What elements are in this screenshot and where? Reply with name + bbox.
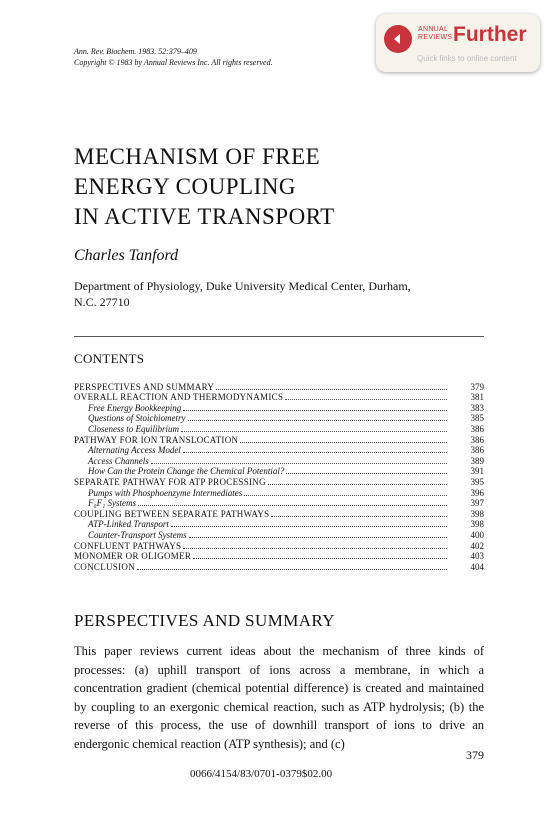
toc-leader-dots	[138, 504, 447, 506]
toc-entry-page: 381	[470, 392, 484, 403]
toc-leader-dots	[189, 536, 447, 538]
toc-entry-label: Access Channels	[88, 455, 149, 466]
toc-entry[interactable]	[74, 423, 484, 434]
toc-entry-page: 397	[470, 498, 484, 509]
divider	[74, 336, 484, 337]
badge-further-text: Further	[453, 23, 527, 46]
toc-entry-label: F₀F₁ Systems	[88, 498, 136, 509]
toc-entry[interactable]	[74, 381, 484, 392]
toc-entry-label: COUPLING BETWEEN SEPARATE PATHWAYS	[74, 508, 270, 519]
toc-entry-page: 385	[470, 413, 484, 424]
toc-entry-page: 402	[470, 540, 484, 551]
contents-heading: CONTENTS	[74, 351, 145, 366]
title-line: IN ACTIVE TRANSPORT	[74, 204, 335, 229]
toc-leader-dots	[183, 451, 447, 453]
toc-leader-dots	[181, 430, 447, 432]
title-line: MECHANISM OF FREE	[74, 144, 321, 169]
toc-leader-dots	[240, 441, 447, 443]
toc-entry[interactable]	[74, 498, 484, 509]
toc-leader-dots	[151, 462, 447, 464]
toc-leader-dots	[216, 388, 447, 390]
toc-entry-label: ATP-Linked Transport	[88, 519, 169, 530]
citation-block	[74, 46, 273, 68]
toc-entry-label: MONOMER OR OLIGOMER	[74, 551, 192, 562]
toc-entry-page: 403	[470, 551, 484, 562]
further-badge[interactable]	[376, 14, 540, 72]
toc-entry-label: Counter-Transport Systems	[88, 529, 187, 540]
play-arrow-icon	[384, 25, 412, 53]
article-title	[74, 142, 335, 232]
toc-leader-dots	[271, 515, 447, 517]
toc-entry[interactable]	[74, 392, 484, 403]
toc-entry[interactable]	[74, 508, 484, 519]
toc-leader-dots	[188, 419, 448, 421]
table-of-contents	[74, 381, 484, 572]
toc-entry-page: 400	[470, 529, 484, 540]
toc-entry-label: OVERALL REACTION AND THERMODYNAMICS	[74, 392, 284, 403]
toc-entry-page: 379	[470, 381, 484, 392]
toc-entry-page: 395	[470, 476, 484, 487]
affiliation-line: Department of Physiology, Duke University Medical Center, Durham,	[74, 279, 411, 293]
toc-entry[interactable]	[74, 413, 484, 424]
toc-entry[interactable]	[74, 519, 484, 530]
toc-entry-page: 389	[470, 455, 484, 466]
toc-leader-dots	[286, 472, 447, 474]
toc-leader-dots	[171, 525, 447, 527]
toc-entry[interactable]	[74, 466, 484, 477]
toc-entry-label: SEPARATE PATHWAY FOR ATP PROCESSING	[74, 476, 266, 487]
toc-leader-dots	[285, 398, 447, 400]
toc-entry[interactable]	[74, 434, 484, 445]
toc-leader-dots	[193, 557, 447, 559]
toc-entry-page: 383	[470, 402, 484, 413]
toc-entry[interactable]	[74, 445, 484, 456]
toc-entry-label: CONFLUENT PATHWAYS	[74, 540, 182, 551]
section-heading: PERSPECTIVES AND SUMMARY	[74, 611, 335, 630]
affiliation	[74, 278, 454, 310]
toc-entry-label: Pumps with Phosphoenzyme Intermediates	[88, 487, 243, 498]
toc-entry-page: 386	[470, 445, 484, 456]
toc-entry-label: CONCLUSION	[74, 561, 136, 572]
body-paragraph: This paper reviews current ideas about the mechanism of three kinds of processes: (a) uphill transport of ions across a membrane, in which a concentration gradient (chemical potential difference) is created and maintained by coupling to an exergonic chemical reaction, such as ATP hydrolysis; (b) the reverse of this process, the use of downhill transport of ions to drive an endergonic chemical reaction (ATP synthesis); and (c)	[74, 644, 484, 751]
toc-entry-page: 404	[470, 561, 484, 572]
toc-leader-dots	[268, 483, 447, 485]
page-number: 379	[466, 748, 484, 762]
toc-entry[interactable]	[74, 540, 484, 551]
toc-entry-page: 386	[470, 423, 484, 434]
toc-entry[interactable]	[74, 487, 484, 498]
toc-entry-label: Closeness to Equilibrium	[88, 423, 180, 434]
toc-entry[interactable]	[74, 561, 484, 572]
toc-entry[interactable]	[74, 529, 484, 540]
toc-entry[interactable]	[74, 455, 484, 466]
badge-reviews-text: REVIEWS	[418, 34, 453, 41]
affiliation-line: N.C. 27710	[74, 295, 130, 309]
toc-entry[interactable]	[74, 476, 484, 487]
title-line: ENERGY COUPLING	[74, 174, 296, 199]
toc-entry-page: 398	[470, 508, 484, 519]
toc-leader-dots	[183, 547, 447, 549]
toc-entry[interactable]	[74, 551, 484, 562]
toc-entry-page: 398	[470, 519, 484, 530]
toc-entry-label: How Can the Protein Change the Chemical Potential?	[88, 466, 285, 477]
badge-annual-reviews	[418, 26, 452, 42]
toc-entry-page: 396	[470, 487, 484, 498]
toc-entry-label: PATHWAY FOR ION TRANSLOCATION	[74, 434, 239, 445]
toc-entry-label: PERSPECTIVES AND SUMMARY	[74, 381, 215, 392]
citation-line-1: Ann. Rev. Biochem. 1983. 52:379–409	[74, 47, 197, 56]
badge-subtitle: Quick links to online content	[417, 54, 517, 63]
footer-code: 0066/4154/83/0701-0379$02.00	[190, 768, 333, 780]
toc-entry-page: 386	[470, 434, 484, 445]
toc-leader-dots	[183, 409, 447, 411]
toc-entry-label: Free Energy Bookkeeping	[88, 402, 182, 413]
author-name: Charles Tanford	[74, 247, 179, 264]
toc-leader-dots	[244, 494, 447, 496]
badge-annual-text: ANNUAL	[418, 26, 449, 33]
toc-entry[interactable]	[74, 402, 484, 413]
toc-leader-dots	[137, 568, 447, 570]
toc-entry-label: Alternating Access Model	[88, 445, 181, 456]
toc-entry-page: 391	[470, 466, 484, 477]
toc-entry-label: Questions of Stoichiometry	[88, 413, 186, 424]
citation-line-2: Copyright © 1983 by Annual Reviews Inc. All rights reserved.	[74, 58, 273, 67]
